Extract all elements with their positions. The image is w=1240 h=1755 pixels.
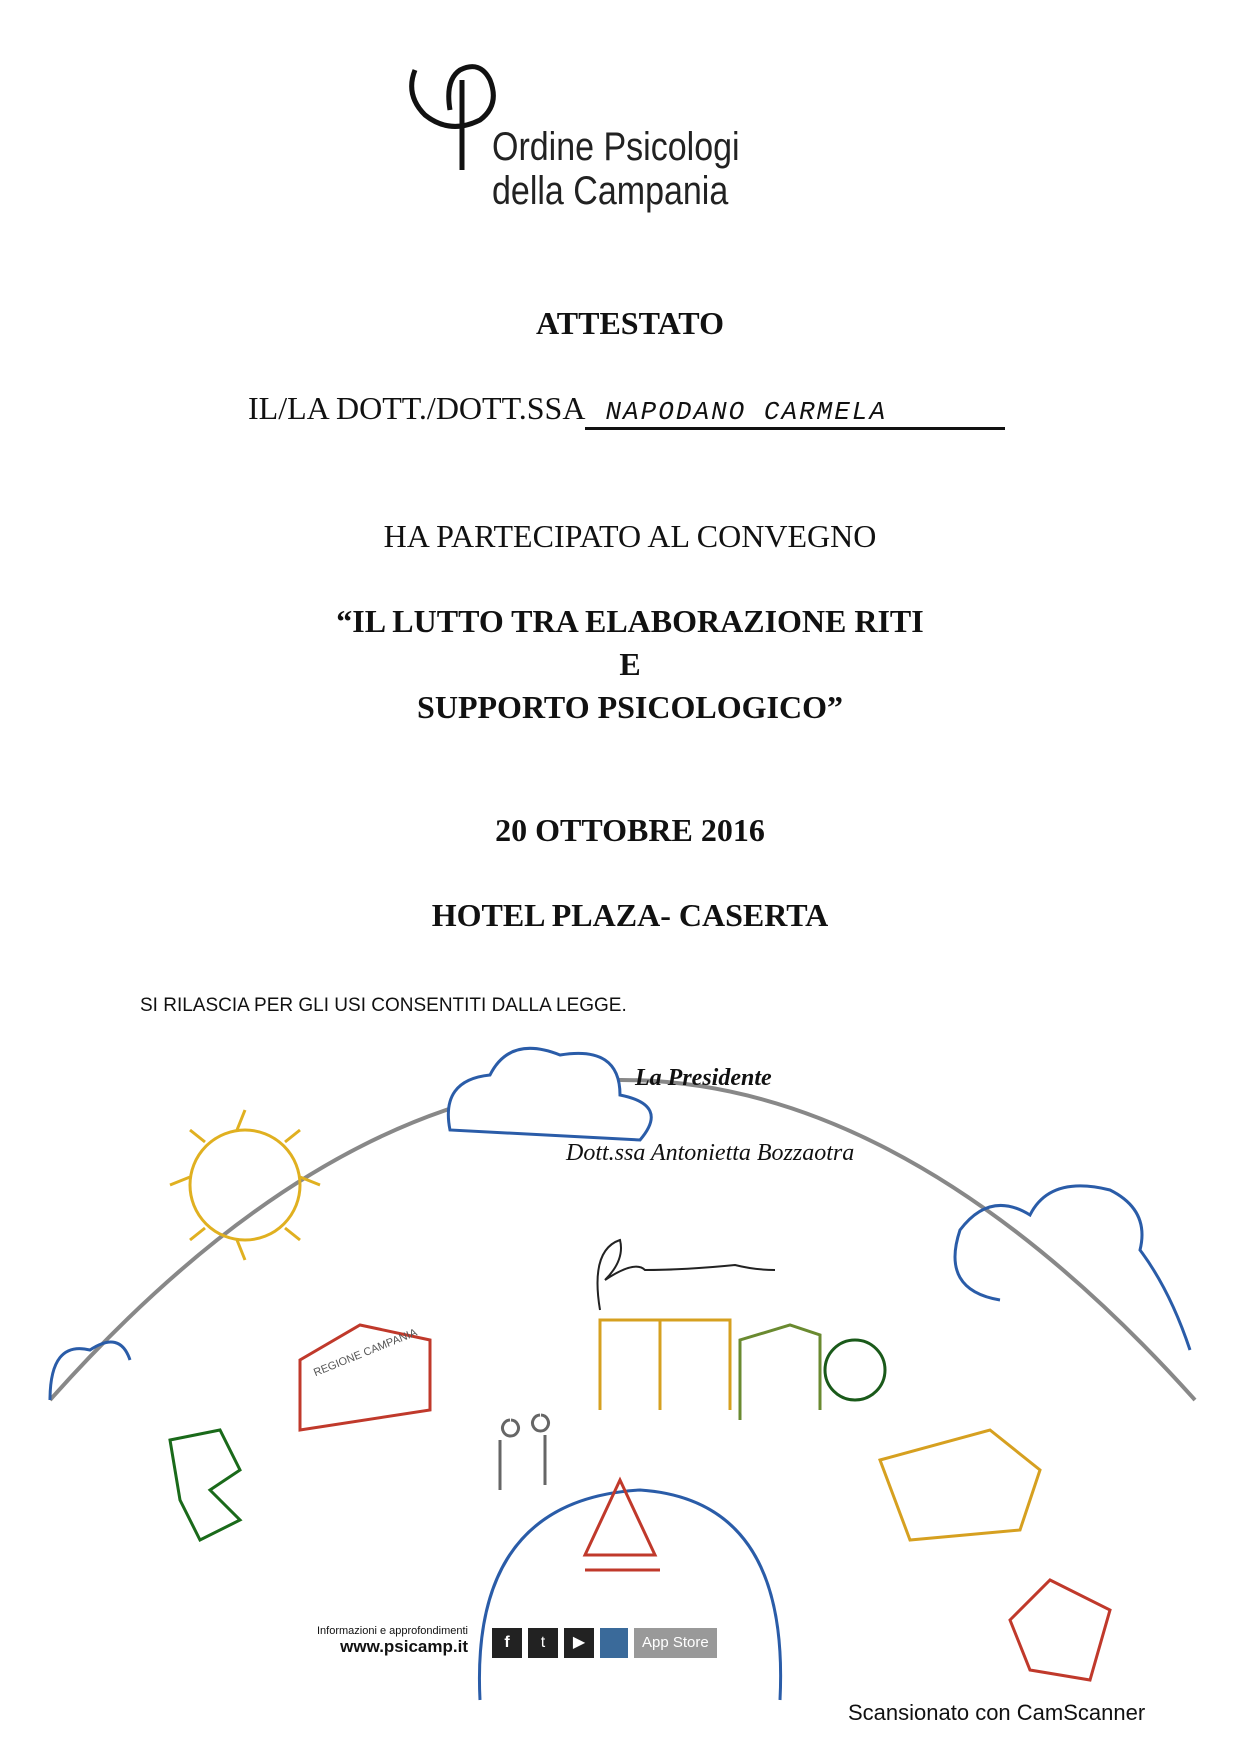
android-icon[interactable] — [600, 1628, 628, 1658]
event-date: 20 OTTOBRE 2016 — [495, 812, 765, 848]
recipient-label: IL/LA DOTT./DOTT.SSA — [248, 390, 586, 426]
sea-circle — [479, 1490, 780, 1700]
info-label: Informazioni e approfondimenti — [316, 1625, 468, 1637]
event-venue: HOTEL PLAZA- CASERTA — [431, 897, 829, 933]
recipient-line — [248, 390, 1005, 430]
legal-note: SI RILASCIA PER GLI USI CONSENTITI DALLA LEGGE. — [140, 995, 627, 1016]
website-link[interactable]: www.psicamp.it — [340, 1637, 468, 1656]
signatory-role: La Presidente — [635, 1065, 772, 1091]
signatory-name: Dott.ssa Antonietta Bozzaotra — [566, 1140, 855, 1166]
app-store-badge[interactable]: App Store — [634, 1628, 717, 1658]
logo-line2: della Campania — [492, 169, 729, 213]
facebook-icon[interactable]: f — [492, 1628, 522, 1658]
cloud-icon — [50, 1342, 130, 1400]
twitter-icon[interactable]: t — [528, 1628, 558, 1658]
psi-logo-icon — [412, 67, 494, 170]
event-line2: E — [619, 646, 641, 682]
sailboat-icon — [585, 1480, 660, 1570]
event-title — [0, 600, 1240, 729]
recipient-name: NAPODANO CARMELA — [585, 397, 1005, 430]
document-title: ATTESTATO — [536, 305, 724, 341]
event-line3: SUPPORTO PSICOLOGICO” — [417, 689, 843, 725]
signature-image — [598, 1240, 776, 1310]
building-label: REGIONE CAMPANIA — [312, 1326, 419, 1380]
scanner-watermark: Scansionato con CamScanner — [848, 1700, 1146, 1725]
logo-line1: Ordine Psicologi — [492, 125, 740, 169]
event-line1: “IL LUTTO TRA ELABORAZIONE RITI — [336, 603, 924, 639]
sun-icon — [170, 1110, 320, 1260]
cloud-icon — [448, 1048, 651, 1140]
participation-text: HA PARTECIPATO AL CONVEGNO — [383, 518, 877, 554]
footer-info — [300, 1625, 468, 1657]
social-icons — [492, 1628, 717, 1658]
logo-text — [492, 125, 740, 213]
youtube-icon[interactable]: ▶ — [564, 1628, 594, 1658]
